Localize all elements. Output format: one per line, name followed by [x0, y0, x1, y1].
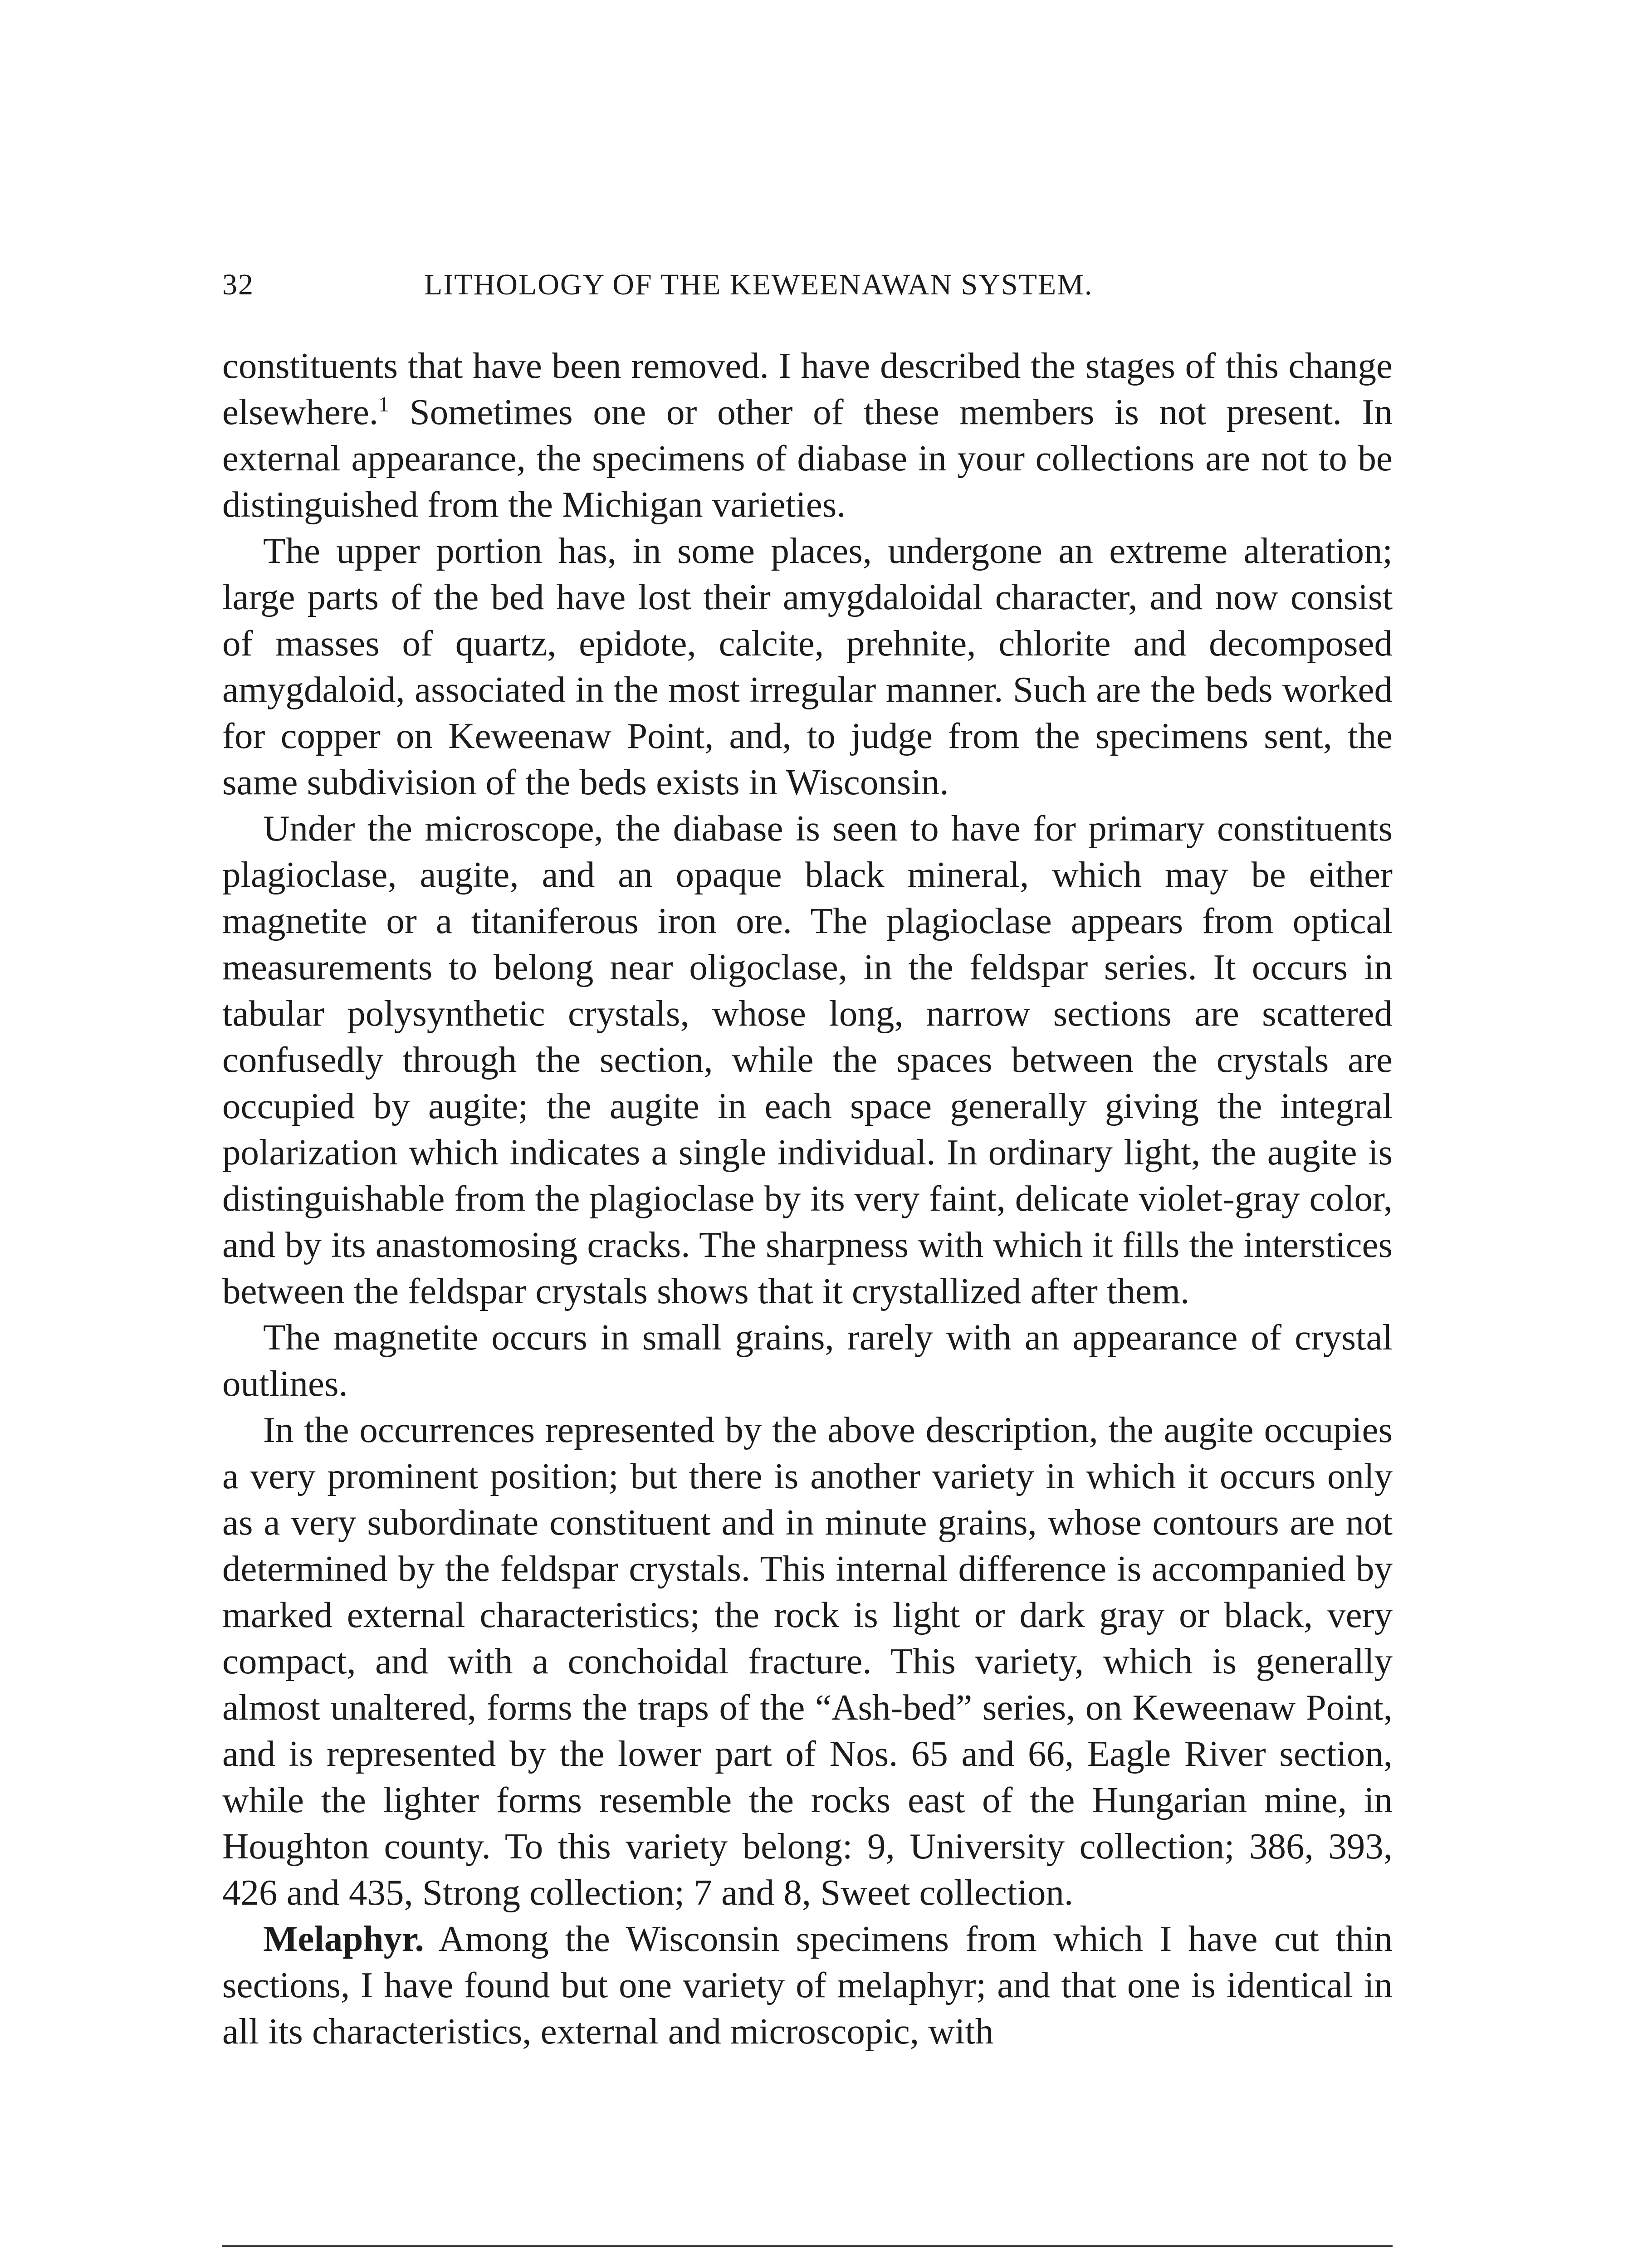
- paragraph-occurrences: In the occurrences represented by the above description, the augite occupies a very prominent position; but there is another variety in which it occurs only as a very subordinate constituent and in minute grains, whose contours are not determined by the feldspar crystals. This internal difference is accompanied by marked external characteristics; the rock is light or dark gray or black, very compact, and with a conchoidal fracture. This variety, which is generally almost unaltered, forms the traps of the “Ash-bed” series, on Keweenaw Point, and is represented by the lower part of Nos. 65 and 66, Eagle River section, while the lighter forms resemble the rocks east of the Hungarian mine, in Houghton county. To this variety belong: 9, University collection; 386, 393, 426 and 435, Strong collection; 7 and 8, Sweet collection.: [222, 1409, 1393, 1913]
- footnote-divider: [222, 2245, 1393, 2247]
- paragraph-text: Among the Wisconsin specimens from which I have cut thin sections, I have found but one variety of melaphyr; and that one is identical in all its characteristics, external and microscopic, with: [222, 1918, 1393, 2052]
- page-header: [222, 268, 1402, 308]
- page-number: 32: [222, 268, 254, 301]
- paragraph-microscope: Under the microscope, the diabase is seen to have for primary constituents plagioclase, augite, and an opaque black mineral, which may be either magnetite or a titaniferous iron ore. The plagioclase appears from optical measurements to belong near oligoclase, in the feldspar series. It occurs in tabular polysynthetic crystals, whose long, narrow sections are scattered confusedly through the section, while the spaces between the crystals are occupied by augite; the augite in each space generally giving the integral polarization which indicates a single individual. In ordinary light, the augite is distinguishable from the plagioclase by its very faint, delicate violet-gray color, and by its anastomosing cracks. The sharpness with which it fills the interstices between the feldspar crystals shows that it crystallized after them.: [222, 808, 1393, 1311]
- body-text: [222, 342, 1393, 2054]
- running-title: LITHOLOGY OF THE KEWEENAWAN SYSTEM.: [424, 268, 1093, 301]
- paragraph-upper-portion: The upper portion has, in some places, undergone an extreme alteration; large parts of the bed have lost their amygdaloidal character, and now consist of masses of quartz, epidote, calcite, prehnite, chlorite and decomposed amygdaloid, associated in the most irregular manner. Such are the beds worked for copper on Keweenaw Point, and, to judge from the specimens sent, the same subdivision of the beds exists in Wisconsin.: [222, 530, 1393, 802]
- paragraph-melaphyr: [222, 1916, 1393, 2054]
- paragraph-continued: [222, 342, 1393, 528]
- paragraph-magnetite: The magnetite occurs in small grains, rarely with an appearance of crystal outlines.: [222, 1317, 1393, 1404]
- paragraph-text: Sometimes one or other of these members is not present. In external appearance, the specimens of diabase in your collections are not to be distinguished from the Michigan varieties.: [222, 391, 1393, 525]
- footnote: [222, 2266, 1393, 2268]
- paragraph-text: constituents that have been removed. I have described the stages of this change elsewhere.: [222, 345, 1393, 432]
- footnote-reference[interactable]: 1: [378, 392, 390, 416]
- section-heading-melaphyr: Melaphyr.: [263, 1918, 424, 1959]
